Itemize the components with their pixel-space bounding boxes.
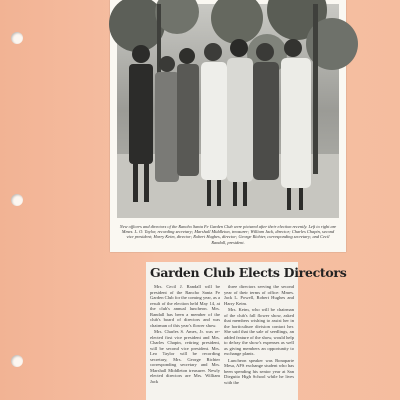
- article-paragraph: Mrs. Cecil J. Randall will be president of the Rancho Santa Fe Garden Club for the coming year, as a result of the election held May 14, at the club's annual luncheon. Mrs. Randall has been a member of the club's board of directors and was chairman of this year's flower show.: [150, 284, 220, 328]
- article-paragraph: three directors serving the second year of their terms of office: Mmes. Jack L. Powell, Robert Hughes and Harry Keim.: [224, 284, 294, 306]
- article-paragraph: Luncheon speaker was Bonaparte Mesa, AFS exchange student who has been spending his senior year at San Dieguito High School while he lives with the: [224, 357, 294, 385]
- article-column-2: [224, 284, 294, 400]
- group-photo-image: [117, 4, 339, 218]
- newspaper-clipping: [146, 262, 347, 400]
- article-paragraph: Mrs. Keim, who will be chairman of the club's fall flower show, asked that members wishing to assist her in the horticulture division contact her. She said that the sale of seedlings, an added feature of the show, would help to defray the show's expenses as well as giving members an opportunity to exchange plants.: [224, 307, 294, 356]
- binder-hole-middle: [11, 194, 23, 206]
- article-headline: Garden Club Elects Directors: [150, 265, 347, 280]
- binder-hole-bottom: [11, 355, 23, 367]
- photo-clipping: [110, 0, 346, 252]
- article-paragraph: Mrs. Charles S. Ames, Jr. was re-elected first vice president and Mrs. Charles Chapin, retiring president, will be second vice president. Mrs. Leo Taylor will be recording secretary, Mrs. George Richter corresponding secretary and Mrs. Marshall Middleton treasurer. Newly elected directors are Mrs. William Jack: [150, 329, 220, 384]
- photo-caption: New officers and directors of the Rancho Santa Fe Garden Club were pictured after their election recently. Left to right are Mmes. L. O. Taylor, recording secretary; Marshall Middleton, treasurer; William Jack, director; Charles Chapin, second vice president; Harry Keim, director; Robert Hughes, director; George Richter, corresponding secretary; and Cecil Randall, president.: [119, 224, 337, 245]
- binder-hole-top: [11, 32, 23, 44]
- article-column-1: [150, 284, 220, 400]
- group-photo: [117, 4, 339, 218]
